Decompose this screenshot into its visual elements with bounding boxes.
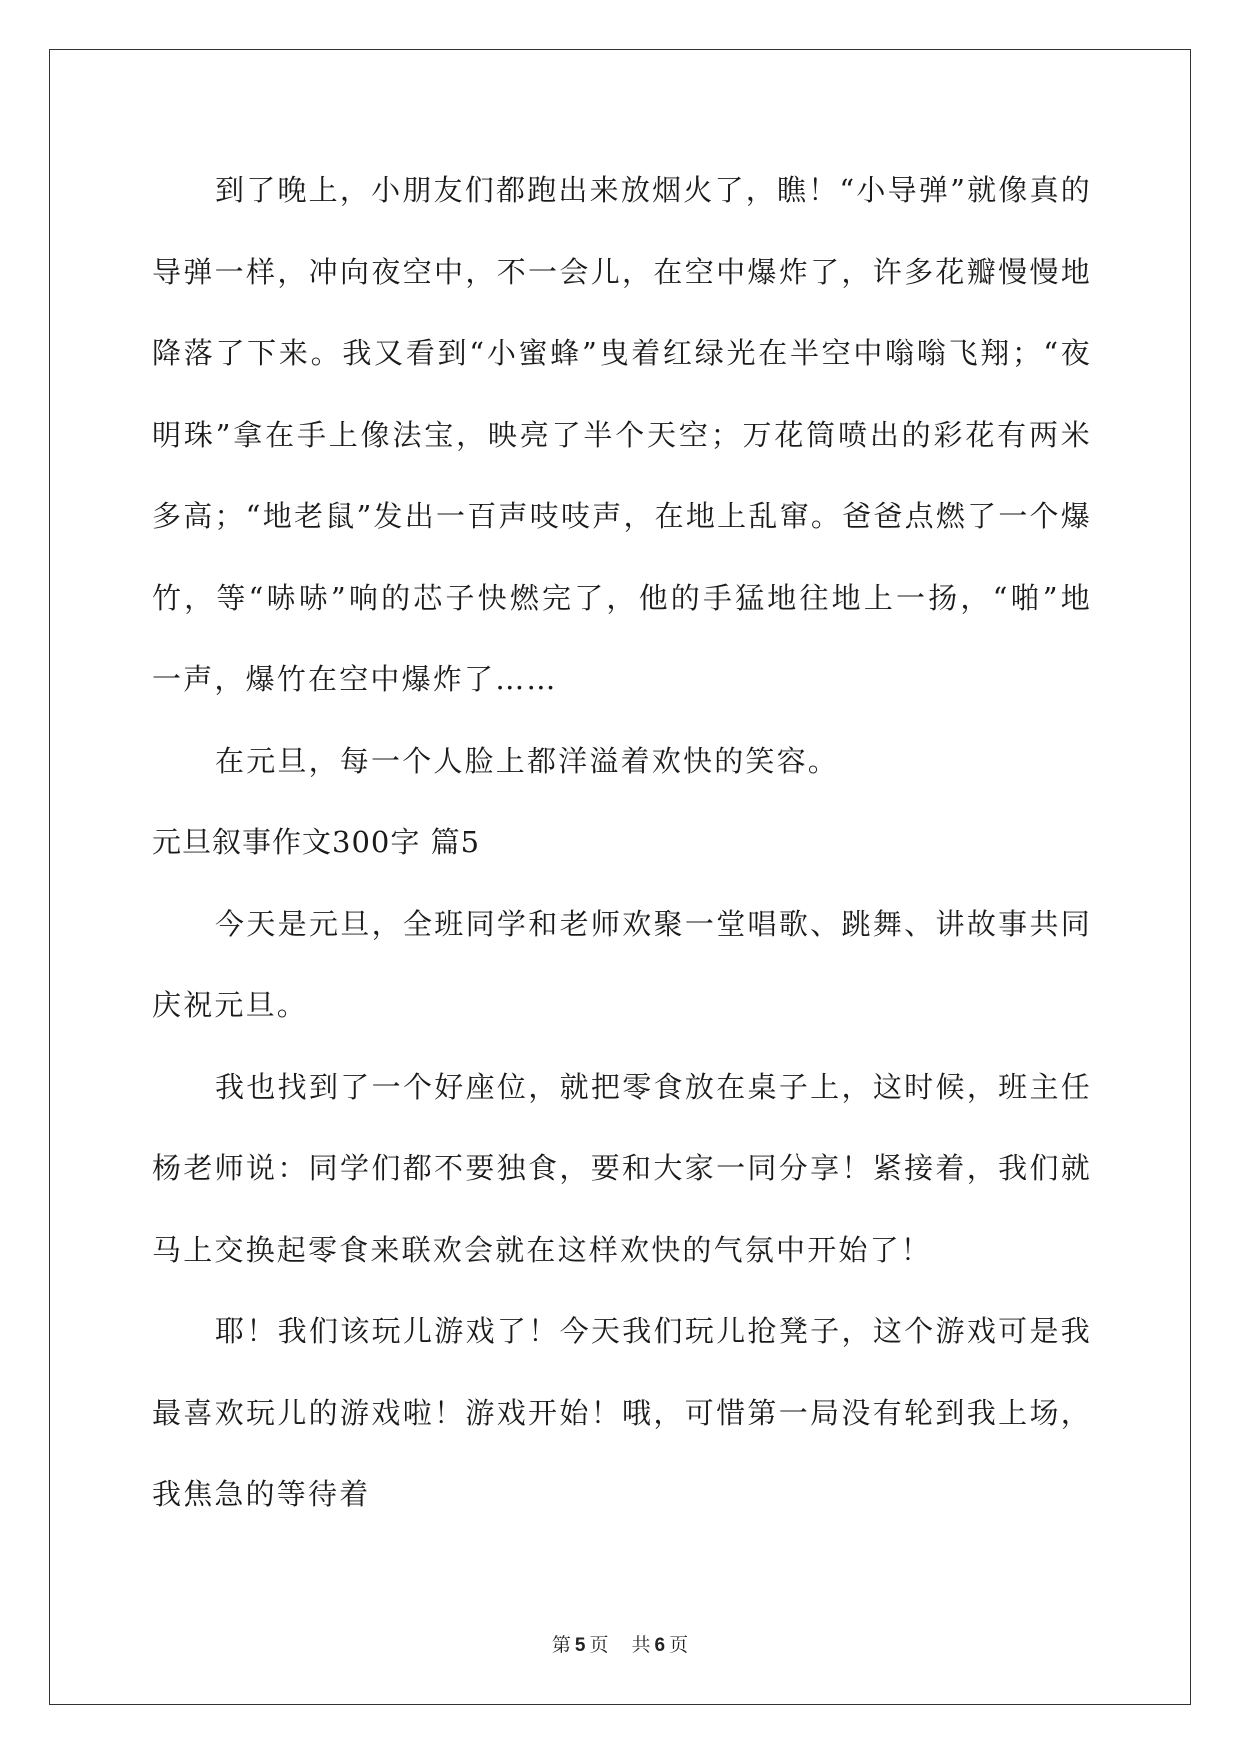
paragraph-smiles: 在元旦，每一个人脸上都洋溢着欢快的笑容。 — [215, 743, 840, 778]
footer-page-prefix: 第 — [551, 1634, 572, 1656]
footer-total-pages: 6 — [654, 1635, 667, 1656]
document-body — [152, 150, 1092, 1536]
footer-current-page: 5 — [574, 1635, 587, 1656]
paragraph-snacks: 我也找到了一个好座位，就把零食放在桌子上，这时候，班主任杨老师说：同学们都不要独食，要和大家一同分享！紧接着，我们就马上交换起零食来联欢会就在这样欢快的气氛中开始了！ — [152, 1069, 1092, 1267]
footer-total-prefix: 共 — [631, 1634, 652, 1656]
footer-total-suffix: 页 — [669, 1634, 690, 1656]
paragraph-celebration: 今天是元旦，全班同学和老师欢聚一堂唱歌、跳舞、讲故事共同庆祝元旦。 — [152, 906, 1092, 1022]
paragraph-fireworks: 到了晚上，小朋友们都跑出来放烟火了，瞧！“小导弹”就像真的导弹一样，冲向夜空中，不一会儿，在空中爆炸了，许多花瓣慢慢地降落了下来。我又看到“小蜜蜂”曳着红绿光在半空中嗡嗡飞翔；“夜明珠”拿在手上像法宝，映亮了半个天空；万花筒喷出的彩花有两米多高；“地老鼠”发出一百声吱吱声，在地上乱窜。爸爸点燃了一个爆竹，等“哧哧”响的芯子快燃完了，他的手猛地往地上一扬，“啪”地一声，爆竹在空中爆炸了…… — [152, 173, 1092, 696]
paragraph-game: 耶！我们该玩儿游戏了！今天我们玩儿抢凳子，这个游戏可是我最喜欢玩儿的游戏啦！游戏开始！哦，可惜第一局没有轮到我上场，我焦急的等待着 — [152, 1314, 1092, 1511]
footer-page-suffix: 页 — [589, 1634, 610, 1656]
page-footer — [0, 1630, 1241, 1657]
essay-heading: 元旦叙事作文300字 篇5 — [152, 825, 481, 859]
